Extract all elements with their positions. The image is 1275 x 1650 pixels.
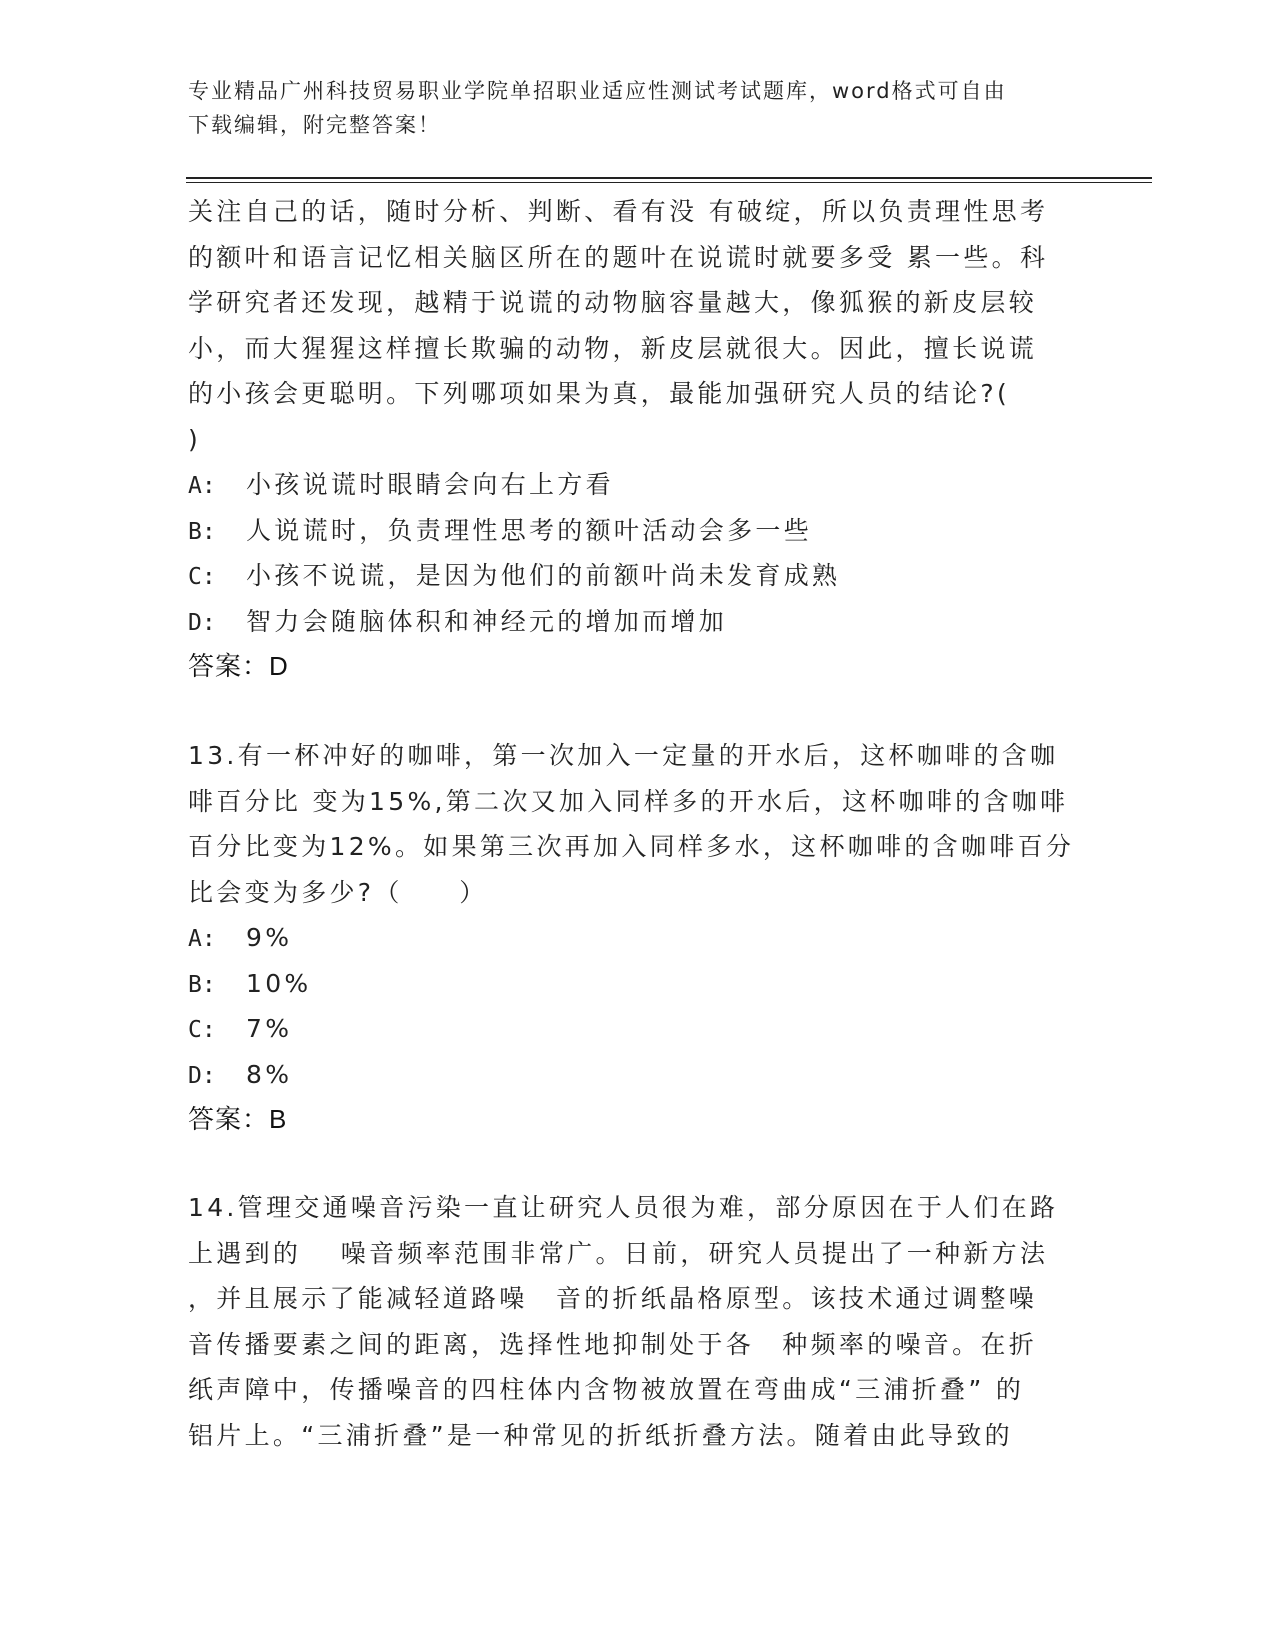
option-b <box>188 961 1108 1007</box>
question-text-line: 小，而大猩猩这样擅长欺骗的动物，新皮层就很大。因此，擅长说谎 <box>188 333 1038 363</box>
answer-label: 答案：D <box>188 651 289 681</box>
option-letter: B: <box>188 518 216 545</box>
option-c <box>188 1006 1108 1052</box>
question-text-line: 学研究者还发现，越精于说谎的动物脑容量越大，像狐猴的新皮层较 <box>188 288 1038 317</box>
option-letter: C: <box>188 564 216 590</box>
question-text-line: 的小孩会更聪明。下列哪项如果为真，最能加强研究人员的结论?( <box>188 379 1011 408</box>
option-a <box>188 915 1108 961</box>
question-text-line: 铝片上。“三浦折叠”是一种常见的折纸折叠方法。随着由此导致的 <box>188 1420 1013 1450</box>
option-c <box>188 553 1108 599</box>
question-text-line: 比会变为多少?（ ） <box>188 877 488 907</box>
question-text-line: 13.有一杯冲好的咖啡，第一次加入一定量的开水后，这杯咖啡的含咖 <box>188 741 1059 770</box>
option-letter: A: <box>188 473 216 499</box>
option-text: 智力会随脑体积和神经元的增加而增加 <box>246 606 728 636</box>
option-b <box>188 508 1108 554</box>
question-text-line: ，并且展示了能减轻道路噪 音的折纸晶格原型。该技术通过调整噪 <box>188 1284 1038 1313</box>
option-d <box>188 599 1108 645</box>
question-text-line: 的额叶和语言记忆相关脑区所在的题叶在说谎时就要多受 累一些。科 <box>188 242 1049 272</box>
option-text: 小孩说谎时眼睛会向右上方看 <box>246 470 614 499</box>
question-text-line: ) <box>188 424 202 454</box>
question-text-line: 音传播要素之间的距离，选择性地抑制处于各 种频率的噪音。在折 <box>188 1329 1038 1359</box>
header-divider-thick <box>186 177 1152 179</box>
option-d <box>188 1052 1108 1098</box>
option-letter: A: <box>188 926 216 952</box>
option-letter: C: <box>188 1017 216 1043</box>
question-text-line: 关注自己的话，随时分析、判断、看有没 有破绽，所以负责理性思考 <box>188 197 1049 226</box>
question-text-line: 啡百分比 变为15%,第二次又加入同样多的开水后，这杯咖啡的含咖啡 <box>188 786 1069 816</box>
option-text: 8% <box>246 1059 293 1089</box>
question-text-line: 14.管理交通噪音污染一直让研究人员很为难，部分原因在于人们在路 <box>188 1193 1059 1222</box>
question-text-line: 百分比变为12%。如果第三次再加入同样多水，这杯咖啡的含咖啡百分 <box>188 832 1075 861</box>
option-letter: B: <box>188 971 216 998</box>
option-text: 小孩不说谎，是因为他们的前额叶尚未发育成熟 <box>246 561 841 590</box>
question-13 <box>188 733 1108 1143</box>
question-text-line: 上遇到的 噪音频率范围非常广。日前，研究人员提出了一种新方法 <box>188 1238 1049 1268</box>
question-text-line: 纸声障中，传播噪音的四柱体内含物被放置在弯曲成“三浦折叠” 的 <box>188 1375 1025 1404</box>
option-a <box>188 462 1108 508</box>
option-letter: D: <box>188 1062 216 1089</box>
option-letter: D: <box>188 609 216 636</box>
answer-label: 答案：B <box>188 1104 288 1134</box>
question-14 <box>188 1185 1108 1458</box>
option-text: 10% <box>246 968 312 998</box>
option-text: 7% <box>246 1014 293 1043</box>
header-line-1: 专业精品广州科技贸易职业学院单招职业适应性测试考试题库，word格式可自由 <box>188 79 1007 103</box>
option-text: 人说谎时，负责理性思考的额叶活动会多一些 <box>246 515 813 545</box>
header-line-2: 下载编辑，附完整答案！ <box>188 113 441 137</box>
question-12 <box>188 189 1108 690</box>
header-divider-thin <box>186 182 1152 183</box>
option-text: 9% <box>246 923 293 952</box>
document-header <box>188 74 1068 142</box>
